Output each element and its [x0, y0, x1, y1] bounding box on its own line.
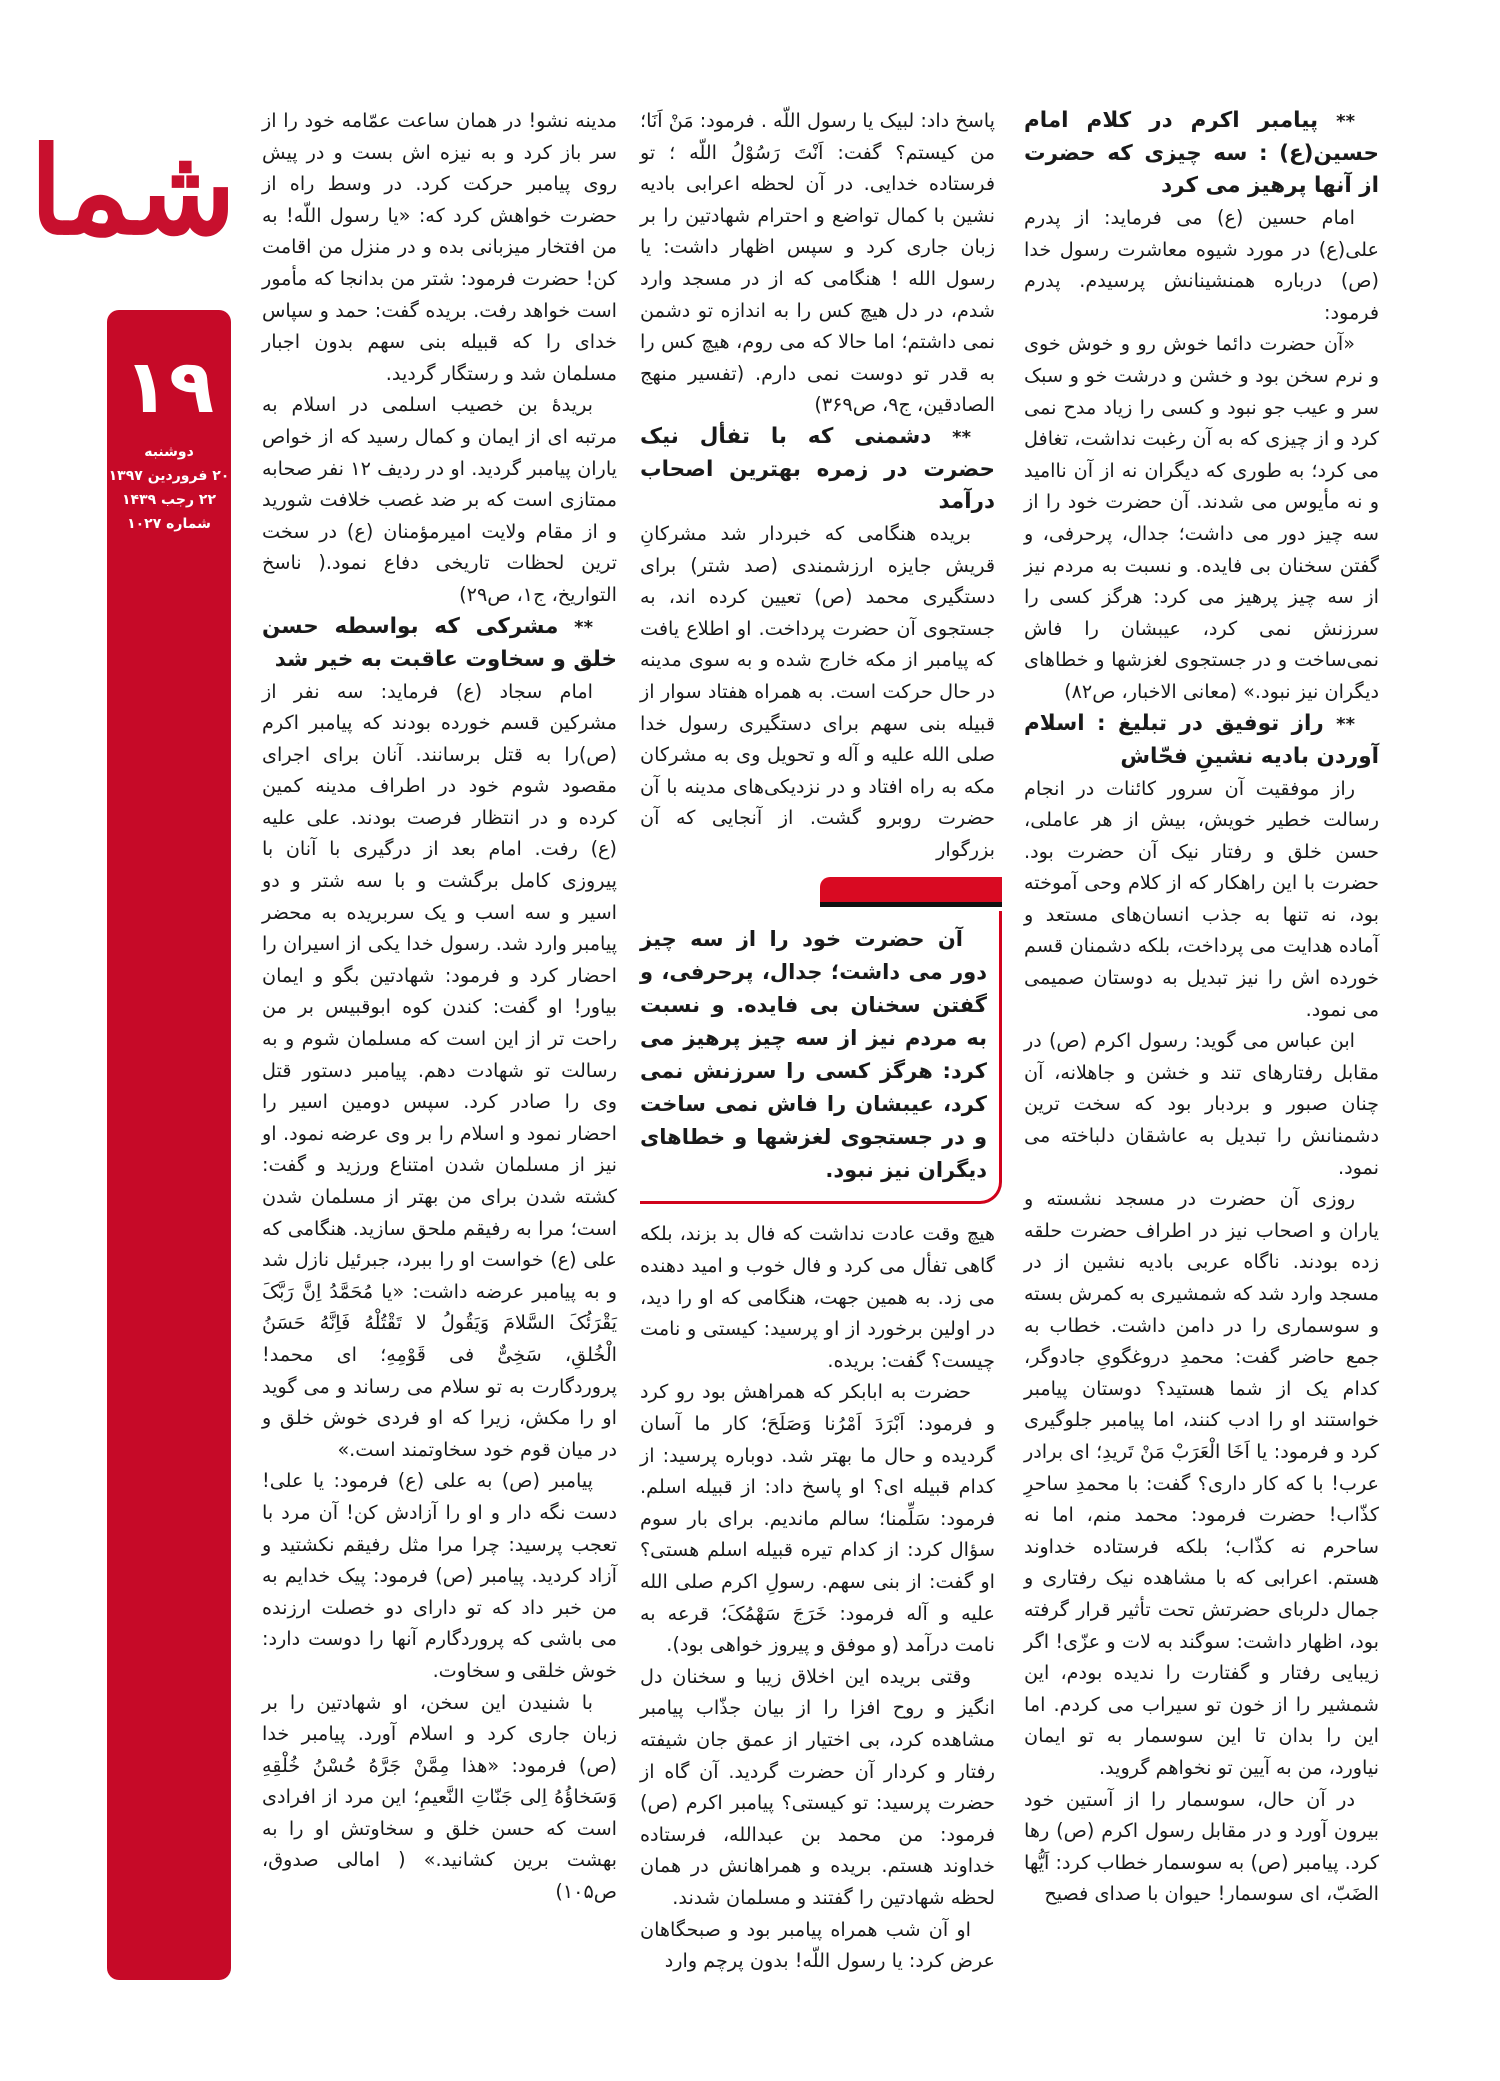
article-paragraph: روزی آن حضرت در مسجد نشسته و یاران و اصحاب نیز در اطراف حضرت حلقه زده بودند. ناگاه عربی بادیه نشین از در مسجد وارد شد که شمشیری به کمرش بسته و سوسماری را در دامن داشت. خطاب به جمع حاضر گفت: محمدِ دروغگویِ جادوگر، کدام یک از شما هستید؟ دوستان پیامبر خواستند او را ادب کنند، اما پیامبر جلوگیری کرد و فرمود: یا اَخَا الْعَرَبْ مَنْ تَریدِ؛ ای برادر عرب! با که کار داری؟ گفت: با محمدِ ساحرِ کذّاب! حضرت فرمود: محمد منم، اما نه ساحرم نه کذّاب؛ بلکه فرستاده خداوند هستم. اعرابی که با مشاهده نیک رفتاری و جمال دلربای حضرتش تحت تأثیر قرار گرفته بود، اظهار داشت: سوگند به لات و عزّی! اگر زیبایی رفتار و گفتارت را ندیده بودم، این شمشیر را از خون تو سیراب می کردم. اما این را بدان تا این سوسمار به تو ایمان نیاورد، من به آیین تو نخواهم گروید. [1024, 1187, 1379, 1779]
section-heading-text: دشمنی که با تفأل نیک حضرت در زمره بهترین اصحاب درآمد [640, 423, 995, 514]
issue-number: شماره ۱۰۲۷ [127, 516, 211, 532]
article-paragraph: مدینه نشو! در همان ساعت عمّامه خود را از سر باز کرد و به نیزه اش بست و در پیش روی پیامبر حرکت کرد. در وسط راه از حضرت خواهش کرد که: «یا رسول اللّه! به من افتخار میزبانی بده و در منزل من اقامت کن! حضرت فرمود: شتر من بدانجا که مأمور است خواهد رفت. بریده گفت: حمد و سپاس خدای را که قبیله بنی سهم بدون اجبار مسلمان شد و رستگار گردید. [262, 109, 617, 385]
article-paragraph: بریدهٔ بن خصیب اسلمی در اسلام به مرتبه ای از ایمان و کمال رسید که از خواص یاران پیامبر گردید. او در ردیف ۱۲ نفر صحابه ممتازی است که بر ضد غصب خلافت شورید و از مقام ولایت امیرمؤمنان (ع) در سخت ترین لحظات تاریخی دفاع نمود.( ناسخ التواریخ، ج۱، ص۲۹) [262, 393, 618, 606]
section-heading [640, 421, 995, 518]
article-paragraph: هیچ وقت عادت نداشت که فال بد بزند، بلکه گاهی تفأل می کرد و فال خوب و امید دهنده می زد. به همین جهت، هنگامی که او را دید، در اولین برخورد از او پرسید: کیستی و نامت چیست؟ گفت: بریده. [640, 1222, 995, 1372]
article-paragraph: وقتی بریده این اخلاق زیبا و سخنان دل انگیز و روح افزا را از بیان جذّاب پیامبر مشاهده کرد، بی اختیار از عمق جان شیفته رفتار و کردار آن حضرت گردید. آن گاه از حضرت پرسید: تو کیستی؟ پیامبر اکرم (ص) فرمود: من محمد بن عبدالله، فرستاده خداوند هستم. بریده و همراهانش در همان لحظه شهادتین را گفتند و مسلمان شدند. [640, 1664, 995, 1909]
article-paragraph: او آن شب همراه پیامبر بود و صبحگاهان عرض کرد: یا رسول اللّه! بدون پرچم وارد [640, 1917, 995, 1973]
issue-info [107, 440, 231, 536]
asterisk-bullet-icon: ** [1336, 713, 1355, 735]
section-heading-text: راز توفیق در تبلیغ : اسلام آوردن بادیه نشینِ فحّاش [1024, 710, 1379, 769]
article-paragraph: در آن حال، سوسمار را از آستین خود بیرون آورد و در مقابل رسول اکرم (ص) رها کرد. پیامبر (ص) به سوسمار خطاب کرد: اَیُّها الضَبّ، ای سوسمار! حیوان با صدای فصیح [1024, 1787, 1379, 1906]
article-column-middle [640, 105, 995, 1977]
article-paragraph: پیامبر (ص) به علی (ع) فرمود: یا علی! دست نگه دار و او را آزادش کن! آن مرد با تعجب پرسید: چرا مرا مثل رفیقم نکشتید و آزاد کردید. پیامبر (ص) فرمود: پیک خدایم به من خبر داد که تو دارای دو خصلت ارزنده می باشی که پروردگارم آنها را دوست دارد: خوش خلقی و سخاوت. [262, 1469, 617, 1682]
date-solar: ۲۰ فروردین ۱۳۹۷ [108, 468, 230, 484]
article-paragraph: امام حسین (ع) می فرماید: از پدرم علی(ع) در مورد شیوه معاشرت رسول خدا (ص) درباره همنشینانش پرسیدم. پدرم فرمود: [1024, 206, 1379, 324]
article-paragraph: بریده هنگامی که خبردار شد مشرکانِ قریش جایزه ارزشمندی (صد شتر) برای دستگیری محمد (ص) تعیین کرده اند، به جستجوی آن حضرت پرداخت. او اطلاع یافت که پیامبر از مکه خارج شده و به سوی مدینه در حال حرکت است. به همراه هفتاد سوار از قبیله بنی سهم برای دستگیری رسول خدا صلی الله علیه و آله و تحویل وی به مشرکان مکه به راه افتاد و در نزدیکی‌های مدینه با آن حضرت روبرو گشت. از آنجایی که آن بزرگوار [640, 521, 995, 861]
date-lunar: ۲۲ رجب ۱۴۳۹ [122, 492, 216, 508]
article-paragraph: حضرت به ابابکر که همراهش بود رو کرد و فرمود: اَبْرَدَ اَمْرُنا وَصَلَحَ؛ کار ما آسان گردیده و حال ما بهتر شد. دوباره پرسید: از کدام قبیله ای؟ او پاسخ داد: از قبیله اسلم. فرمود: سَلِّمنا؛ سالم ماندیم. برای بار سوم سؤال کرد: از کدام تیره قبیله اسلم هستی؟ او گفت: از بنی سهم. رسولِ اکرم صلی الله علیه و آله فرمود: خَرَجَ سَهْمُکَ؛ قرعه به نامت درآمد (و موفق و پیروز خواهی بود). [640, 1380, 995, 1657]
pull-quote-tab-decoration [820, 877, 1002, 907]
article-column-right [1024, 105, 1379, 1910]
section-heading [1024, 708, 1379, 773]
section-heading [1024, 105, 1379, 202]
asterisk-bullet-icon: ** [952, 426, 971, 448]
article-paragraph: پاسخ داد: لبیک یا رسول اللّه . فرمود: مَنْ اَنَا؛ من کیستم؟ گفت: اَنْتَ رَسُوْلُ اللّه ؛ تو فرستاده خدایی. در آن لحظه اعرابی بادیه نشین با کمال تواضع و احترام شهادتین را بر زبان جاری کرد و سپس اظهار داشت: یا رسول الله ! هنگامی که از در مسجد وارد شدم، در دل هیچ کس را به اندازه تو دشمن نمی داشتم؛ اما حالا که می روم، هیچ کس را به قدر تو دوست نمی دارم. (تفسیر منهج الصادقین، ج۹، ص۳۶۹) [640, 109, 995, 417]
newspaper-logo: شما [29, 121, 236, 262]
section-heading-text: پیامبر اکرم در کلام امام حسین(ع) : سه چیزی که حضرت از آنها پرهیز می کرد [1024, 108, 1379, 198]
article-paragraph: «آن حضرت دائما خوش رو و خوش خوی و نرم سخن بود و خشن و درشت خو و سبک سر و عیب جو نبود و کسی را زیاد مدح نمی کرد و از چیزی که به آن رغبت نداشت، تغافل می کرد؛ به طوری که دیگران نه از آن ناامید و نه مأیوس می شدند. آن حضرت خود را از سه چیز دور می داشت؛ جدال، پرحرفی، و گفتن سخنان بی فایده. و نسبت به مردم نیز از سه چیز پرهیز می کرد: هرگز کسی را سرزنش نمی کرد، عیبشان را فاش نمی‌ساخت و در جستجوی لغزشها و خطاهای دیگران نیز نبود.» (معانی الاخبار، ص۸۲) [1024, 332, 1379, 703]
article-column-left [262, 105, 617, 1908]
asterisk-bullet-icon: ** [1336, 111, 1355, 132]
middle-top-blocks [640, 105, 995, 865]
article-paragraph: امام سجاد (ع) فرماید: سه نفر از مشرکین قسم خورده بودند که پیامبر اکرم (ص)را به قتل برسانند. آنان برای اجرای مقصود شوم خود در اطراف مدینه کمین کرده و در انتظار فرصت بودند. علی علیه (ع) رفت. امام بعد از درگیری با آنان با پیروزی کامل برگشت و با سه شتر و دو اسیر و سه اسب و یک سربریده به محضر پیامبر وارد شد. رسول خدا یکی از اسیران را احضار کرد و فرمود: شهادتین بگو و ایمان بیاور! او گفت: کندن کوه ابوقبیس بر من راحت تر از این است که مسلمان شوم و به رسالت تو شهادت دهم. پیامبر دستور قتل وی را صادر کرد. سپس دومین اسیر را احضار نمود و اسلام را بر وی عرضه نمود. او نیز از مسلمان شدن امتناع ورزید و گفت: کشته شدن برای من بهتر از مسلمان شدن است؛ مرا به رفیقم ملحق سازید. هنگامی که علی (ع) خواست او را ببرد، جبرئیل نازل شد و به پیامبر عرضه داشت: «یا مُحَمَّدُ اِنَّ رَبَّکَ یَقْرَئُکَ السَّلامَ وَیَقُولُ لا تَقْتُلْهُ فَاِنَّهُ حَسَنُ الْخُلقِ، سَخِیٌّ فی قَوْمِهِ؛ ای محمد! پروردگارت به تو سلام می رساند و می گوید او را مکش، زیرا که او فردی خوش خلق و در میان قوم خود سخاوتمند است.» [262, 679, 617, 1461]
section-heading [262, 611, 617, 676]
weekday: دوشنبه [144, 444, 194, 460]
pull-quote-box [640, 911, 1002, 1204]
section-heading-text: مشرکی که بواسطه حسن خلق و سخاوت عاقبت به خیر شد [262, 613, 617, 672]
article-paragraph: با شنیدن این سخن، او شهادتین را بر زبان جاری کرد و اسلام آورد. پیامبر خدا (ص) فرمود: «هذا مِمَّنْ جَرَّهُ حُسْنُ خُلْقِهِ وَسَخاؤُهُ اِلی جَنّاتِ النَّعیمِ؛ این مرد از افرادی است که حسن خلق و سخاوتش او را به بهشت برین کشانید.» ( امالی صدوق، ص۱۰۵) [262, 1690, 617, 1904]
page-info-sidebar [107, 310, 231, 1980]
pull-quote-text: آن حضرت خود را از سه چیز دور می داشت؛ جدال، پرحرفی، و گفتن سخنان بی فایده. و نسبت به مردم نیز از سه چیز پرهیز می کرد: هرگز کسی را سرزنش نمی کرد، عیبشان را فاش نمی ساخت و در جستجوی لغزشها و خطاهای دیگران نیز نبود. [640, 927, 987, 1183]
middle-bottom-blocks [640, 1218, 995, 1976]
page-number: ۱۹ [123, 344, 215, 430]
article-paragraph: ابن عباس می گوید: رسول اکرم (ص) در مقابل رفتارهای تند و خشن و جاهلانه، آن چنان صبور و بردبار بود که سخت ترین دشمنانش را تبدیل به عاشقان دلباخته می نمود. [1024, 1029, 1379, 1179]
article-paragraph: راز موفقیت آن سرور کائنات در انجام رسالت خطیر خویش، بیش از هر عاملی، حسن خلق و رفتار نیک آن حضرت بود. حضرت با این راهکار که از کلام وحی آموخته بود، نه تنها به جذب انسان‌های مستعد و آماده هدایت می پرداخت، بلکه دشمنان قسم خورده اش را نیز تبدیل به دوستان صمیمی می نمود. [1024, 776, 1379, 1021]
asterisk-bullet-icon: ** [574, 616, 593, 638]
